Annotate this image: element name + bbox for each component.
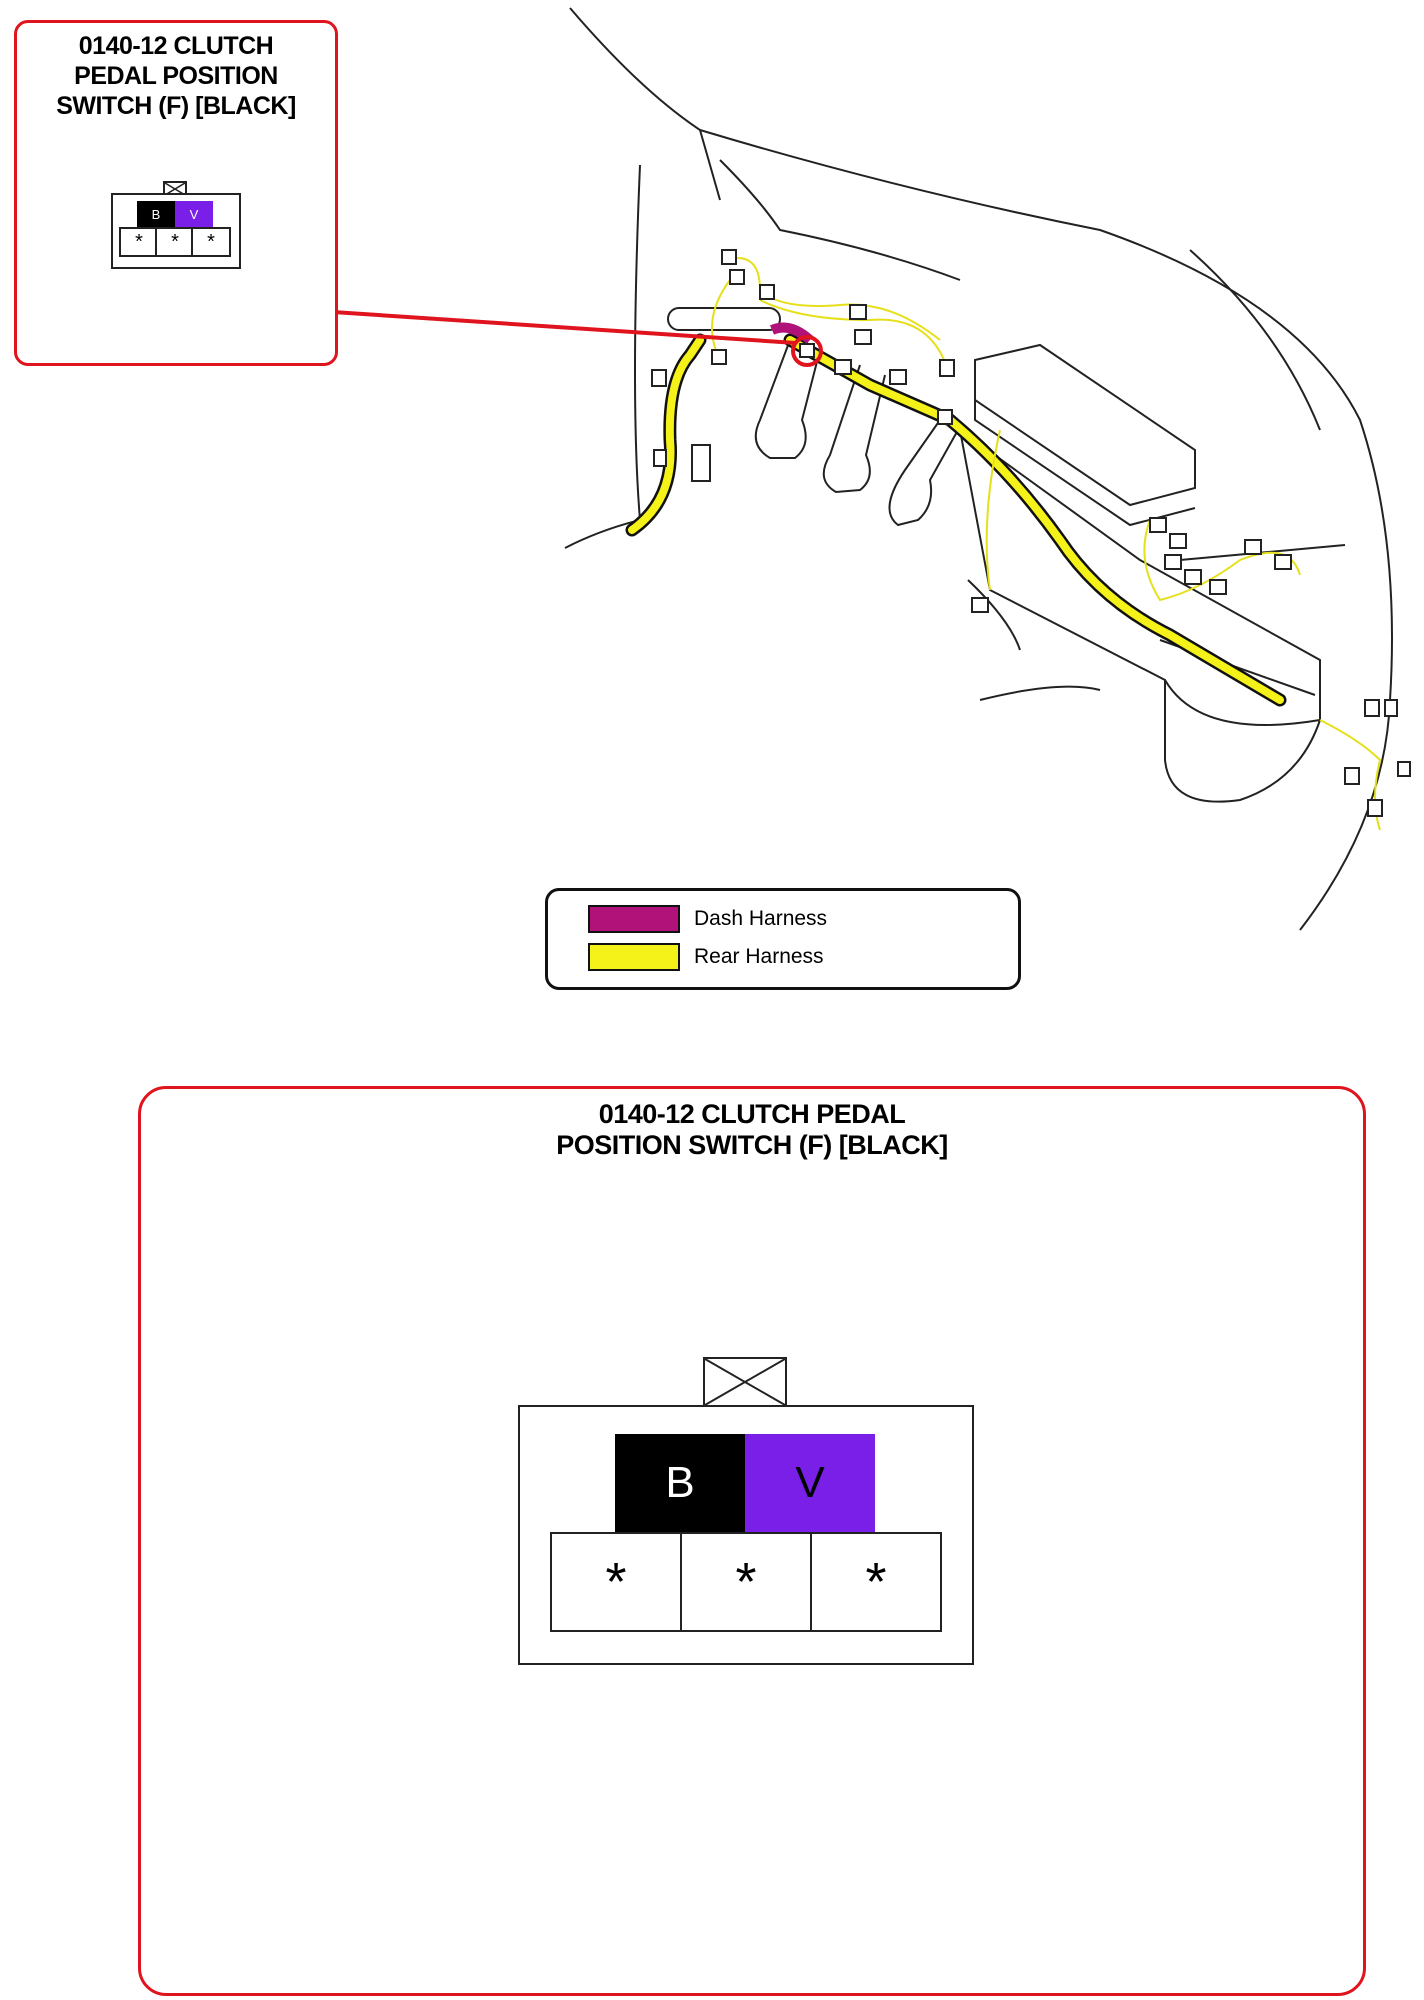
pin-bottom-2 bbox=[155, 227, 195, 257]
legend-label-rear: Rear Harness bbox=[694, 945, 824, 968]
legend-item-dash bbox=[588, 905, 827, 933]
pin-v-large-label: V bbox=[795, 1458, 825, 1507]
connector-latch-icon-large bbox=[703, 1357, 787, 1407]
pin-bottom-1-label: * bbox=[135, 230, 143, 253]
small-callout-box bbox=[14, 20, 338, 366]
pin-bottom-large-3-label: * bbox=[865, 1552, 887, 1612]
small-connector-diagram bbox=[111, 181, 241, 273]
pin-b-large bbox=[615, 1434, 745, 1532]
pin-bottom-2-label: * bbox=[171, 230, 179, 253]
pin-v-label: V bbox=[189, 206, 199, 222]
pin-bottom-3 bbox=[191, 227, 231, 257]
pin-b-large-label: B bbox=[665, 1458, 695, 1507]
dash-harness-swatch bbox=[588, 905, 680, 933]
pin-bottom-large-1 bbox=[550, 1532, 682, 1632]
rear-harness-swatch bbox=[588, 943, 680, 971]
legend-label-dash: Dash Harness bbox=[694, 907, 828, 930]
pin-bottom-large-2-label: * bbox=[735, 1552, 757, 1612]
pin-bottom-1 bbox=[119, 227, 159, 257]
pin-v bbox=[175, 201, 213, 227]
harness-legend bbox=[545, 888, 1021, 990]
legend-item-rear bbox=[588, 943, 824, 971]
small-callout-title: 0140-12 CLUTCH PEDAL POSITION SWITCH (F) [BLACK] bbox=[56, 32, 296, 120]
pin-bottom-large-2 bbox=[680, 1532, 812, 1632]
large-callout-title: 0140-12 CLUTCH PEDAL POSITION SWITCH (F) [BLACK] bbox=[556, 1099, 948, 1160]
pin-b-label: B bbox=[151, 206, 161, 222]
pin-b bbox=[137, 201, 175, 227]
large-callout-box bbox=[138, 1086, 1366, 1996]
pin-bottom-large-1-label: * bbox=[605, 1552, 627, 1612]
pin-bottom-3-label: * bbox=[207, 230, 215, 253]
pin-bottom-large-3 bbox=[810, 1532, 942, 1632]
large-connector-diagram bbox=[518, 1357, 978, 1667]
pin-v-large bbox=[745, 1434, 875, 1532]
